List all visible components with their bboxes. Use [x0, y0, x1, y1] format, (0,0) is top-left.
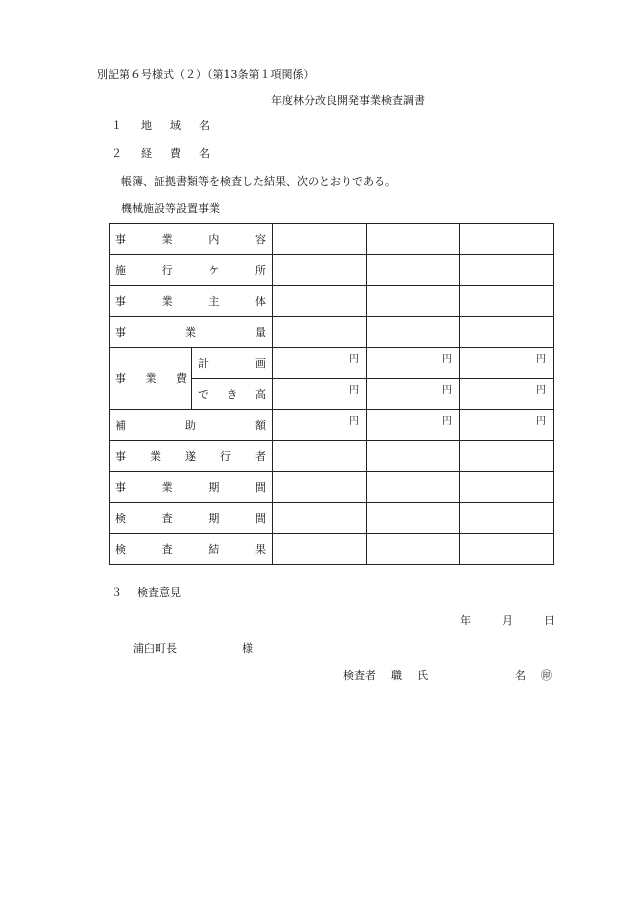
- row-label-project-entity: [115, 285, 266, 316]
- label-char: 行: [161, 263, 173, 277]
- addressee-honorific: 様: [242, 642, 253, 655]
- label-char: 検: [115, 511, 126, 525]
- date-year: 年: [460, 614, 471, 627]
- sub-label-actual: [198, 378, 266, 409]
- label-char: で: [198, 387, 209, 401]
- label-char: 量: [255, 325, 266, 339]
- label-char: 査: [161, 511, 173, 525]
- label-char: 高: [255, 387, 266, 401]
- label-char: 名: [199, 147, 210, 160]
- label-char: 業: [145, 372, 157, 385]
- label-char: 事: [115, 480, 126, 494]
- row-label-inspection-period: [115, 502, 266, 533]
- label-char: 画: [255, 356, 266, 370]
- label-char: 者: [255, 449, 266, 463]
- label-char: 業: [150, 449, 161, 463]
- inspector-label: 検査者: [343, 669, 376, 682]
- item-label: 検査意見: [137, 586, 181, 599]
- label-char: 事: [115, 372, 126, 385]
- label-char: 補: [115, 418, 126, 432]
- row-label-executor: [115, 440, 266, 471]
- addressee-name: 浦臼町長: [133, 642, 177, 655]
- label-char: き: [226, 387, 238, 401]
- label-char: 遂: [185, 449, 196, 463]
- item-expense-name: [111, 145, 210, 161]
- label-char: 果: [254, 542, 266, 556]
- row-label-construction-site: [115, 254, 266, 285]
- label-char: 体: [254, 294, 266, 308]
- item-number: ３: [111, 586, 122, 599]
- seal-mark: ㊞: [541, 669, 552, 682]
- label-char: 業: [161, 480, 173, 494]
- label-char: 業: [185, 325, 196, 339]
- label-char: 間: [254, 511, 266, 525]
- label-char: 期: [208, 480, 220, 494]
- yen-unit: 円: [349, 385, 359, 396]
- label-char: 行: [220, 449, 231, 463]
- inspection-table: [109, 223, 554, 564]
- label-char: 期: [208, 511, 220, 525]
- label-char: 域: [170, 119, 181, 132]
- row-label-project-content: [115, 223, 266, 254]
- sub-label-plan: [198, 347, 266, 378]
- label-char: 結: [208, 542, 220, 556]
- label-char: 主: [208, 294, 220, 308]
- date-day: 日: [544, 614, 555, 627]
- date-month: 月: [502, 614, 513, 627]
- label-char: 内: [208, 232, 220, 246]
- label-char: 費: [176, 372, 187, 385]
- addressee: [133, 640, 253, 656]
- label-char: 事: [115, 294, 126, 308]
- label-char: 査: [161, 542, 173, 556]
- yen-unit: 円: [442, 416, 452, 427]
- document-title: 年度林分改良開発事業検査調書: [271, 94, 425, 107]
- label-char: 間: [254, 480, 266, 494]
- label-char: 名: [199, 119, 210, 132]
- label-char: 検: [115, 542, 126, 556]
- label-char: 計: [198, 356, 209, 370]
- label-char: 容: [254, 232, 266, 246]
- label-char: 業: [161, 232, 173, 246]
- row-label-subsidy: [115, 409, 266, 440]
- section-title: 機械施設等設置事業: [121, 202, 220, 215]
- label-char: 事: [115, 232, 126, 246]
- item-number: １: [111, 119, 122, 132]
- row-label-project-cost: [115, 347, 187, 409]
- inspector-signature-line: [343, 667, 552, 683]
- label-char: 地: [141, 119, 152, 132]
- label-char: 所: [254, 263, 266, 277]
- yen-unit: 円: [349, 354, 359, 365]
- label-char: 費: [170, 147, 181, 160]
- label-char: 事: [115, 325, 126, 339]
- label-char: 業: [161, 294, 173, 308]
- item-number: ２: [111, 147, 122, 160]
- yen-unit: 円: [442, 354, 452, 365]
- label-char: 額: [255, 418, 266, 432]
- inspector-title-char: 氏: [417, 669, 428, 682]
- label-char: 経: [141, 147, 152, 160]
- item-inspection-opinion: [111, 584, 181, 600]
- label-char: 助: [185, 418, 196, 432]
- inspection-statement: 帳簿、証拠書類等を検査した結果、次のとおりである。: [121, 175, 396, 188]
- yen-unit: 円: [349, 416, 359, 427]
- yen-unit: 円: [536, 385, 546, 396]
- inspector-name-char: 名: [515, 669, 526, 682]
- label-char: 事: [115, 449, 126, 463]
- item-region-name: [111, 117, 210, 133]
- label-char: ケ: [208, 263, 220, 277]
- date-line: [460, 612, 555, 628]
- inspector-title-char: 職: [391, 669, 402, 682]
- row-label-inspection-result: [115, 533, 266, 564]
- row-label-project-volume: [115, 316, 266, 347]
- label-char: 施: [115, 263, 126, 277]
- yen-unit: 円: [536, 416, 546, 427]
- yen-unit: 円: [442, 385, 452, 396]
- yen-unit: 円: [536, 354, 546, 365]
- row-label-project-period: [115, 471, 266, 502]
- form-number: 別記第６号様式（２）（第13条第１項関係）: [97, 68, 315, 81]
